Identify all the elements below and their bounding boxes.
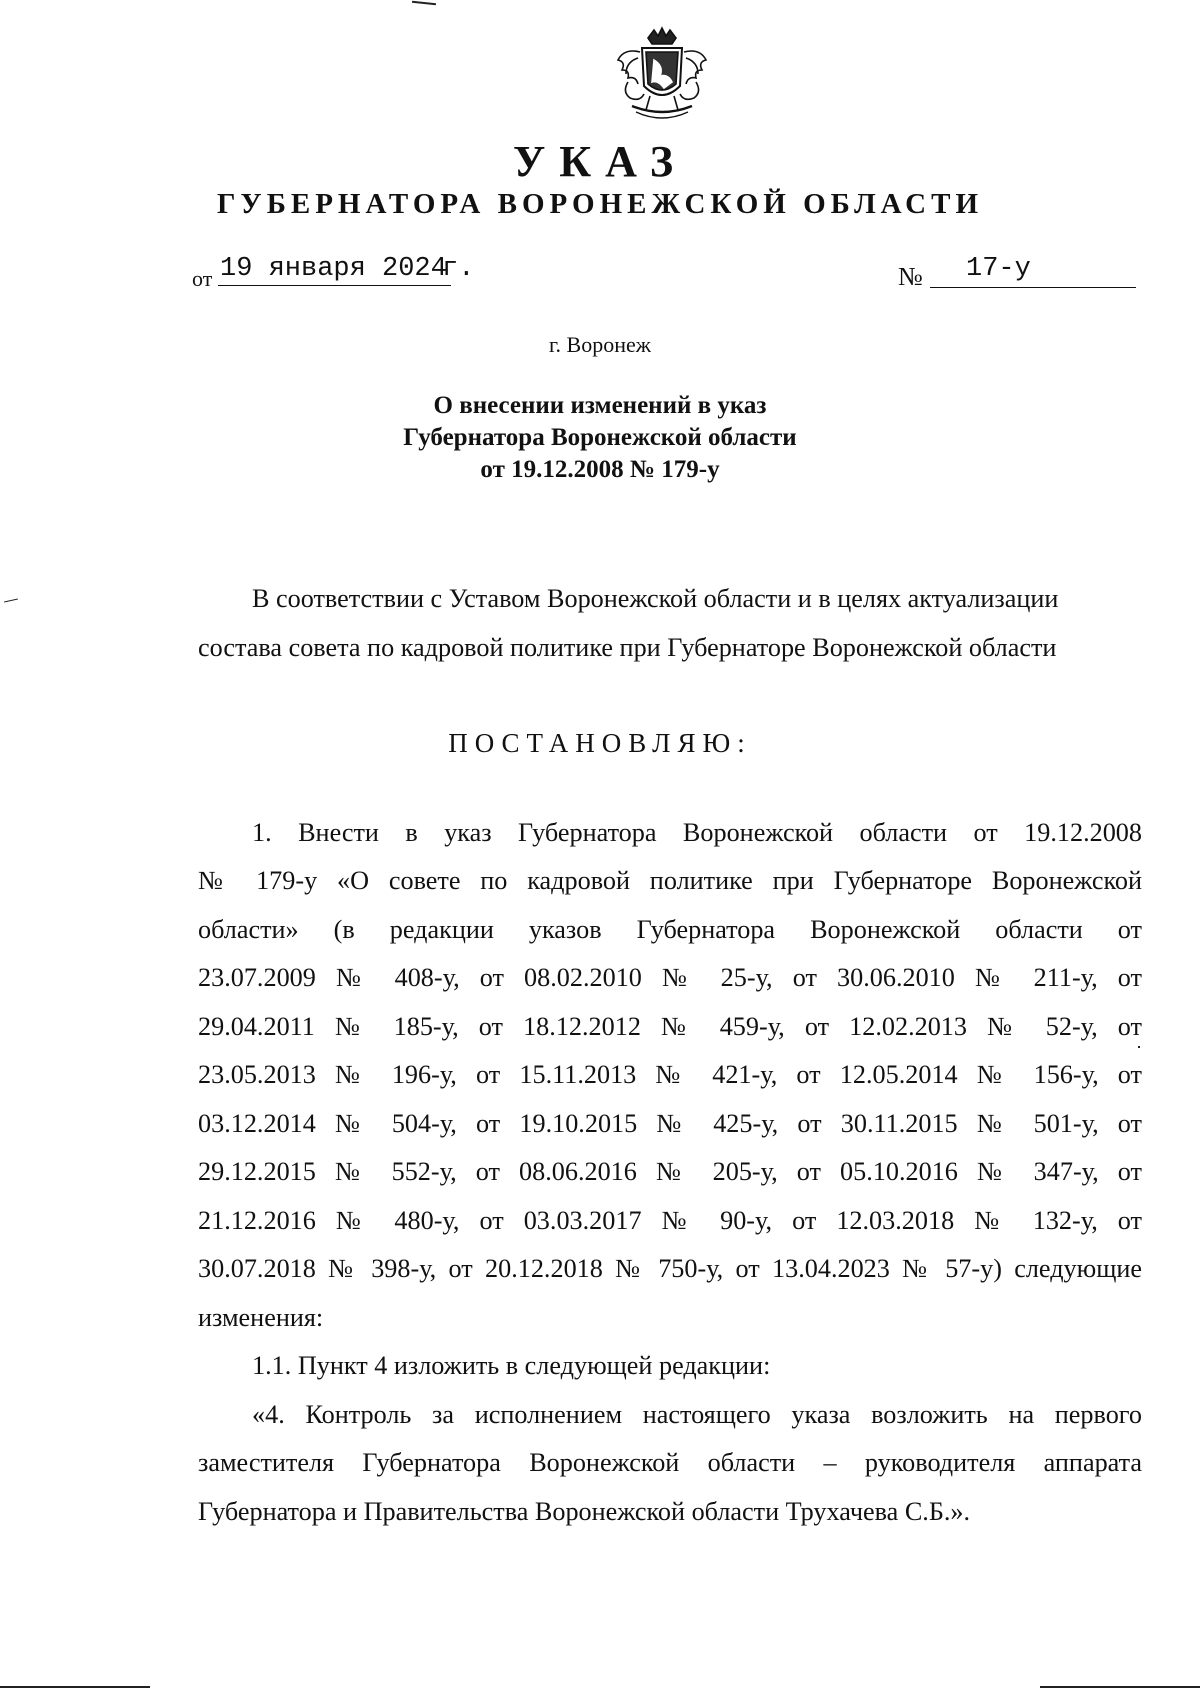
scan-mark-left <box>4 599 18 603</box>
item1-line: изменения: <box>198 1303 324 1332</box>
document-type-title: УКАЗ <box>512 137 688 186</box>
item1-1-text: 1.1. Пункт 4 изложить в следующей редакции: <box>252 1351 771 1380</box>
heading-line: Губернатора Воронежской области <box>403 424 797 451</box>
heading-line: от 19.12.2008 № 179-у <box>480 456 720 483</box>
item1-line: 29.04.2011 № 185-у, от 18.12.2012 № 459-у, от 12.02.2013 № 52-у, от <box>198 1012 1142 1041</box>
date-suffix: г. <box>442 254 475 284</box>
item1-line: 1. Внести в указ Губернатора Воронежской области от 19.12.2008 <box>252 818 1142 847</box>
scan-mark-top <box>412 1 436 5</box>
item4-line: «4. Контроль за исполнением настоящего указа возложить на первого <box>252 1400 1142 1429</box>
item1-line: 03.12.2014 № 504-у, от 19.10.2015 № 425-у, от 30.11.2015 № 501-у, от <box>198 1109 1142 1138</box>
decree-word: ПОСТАНОВЛЯЮ: <box>448 728 752 758</box>
voronezh-coat-of-arms-icon <box>602 22 722 126</box>
issuer-title: ГУБЕРНАТОРА ВОРОНЕЖСКОЙ ОБЛАСТИ <box>216 188 984 220</box>
scan-line-bottom-left <box>0 1686 150 1688</box>
document-date: 19 января 2024 <box>218 254 451 286</box>
item1-line: № 179-у «О совете по кадровой политике при Губернаторе Воронежской <box>198 866 1142 895</box>
item1-line: области» (в редакции указов Губернатора Воронежской области от <box>198 915 1142 944</box>
heading-line: О внесении изменений в указ <box>433 392 767 419</box>
preamble-line: В соответствии с Уставом Воронежской области и в целях актуализации <box>252 584 1059 613</box>
item1-line: 23.05.2013 № 196-у, от 15.11.2013 № 421-у, от 12.05.2014 № 156-у, от <box>198 1060 1142 1089</box>
place-of-issue: г. Воронеж <box>549 332 651 357</box>
scan-line-bottom-right <box>1040 1686 1200 1688</box>
item1-line: 29.12.2015 № 552-у, от 08.06.2016 № 205-у, от 05.10.2016 № 347-у, от <box>198 1157 1142 1186</box>
item1-line: 30.07.2018 № 398-у, от 20.12.2018 № 750-у, от 13.04.2023 № 57-у) следующие <box>198 1254 1142 1283</box>
item4-line: Губернатора и Правительства Воронежской области Трухачева С.Б.». <box>198 1497 971 1526</box>
item1-line: 23.07.2009 № 408-у, от 08.02.2010 № 25-у, от 30.06.2010 № 211-у, от <box>198 963 1142 992</box>
document-heading <box>0 390 1200 486</box>
document-number: 17-у <box>930 254 1136 288</box>
preamble-line: состава совета по кадровой политике при Губернаторе Воронежской области <box>198 633 1057 662</box>
scan-mark-right <box>1138 1046 1140 1048</box>
number-prefix: № <box>898 262 923 291</box>
item4-line: заместителя Губернатора Воронежской области – руководителя аппарата <box>198 1448 1142 1477</box>
item1-line: 21.12.2016 № 480-у, от 03.03.2017 № 90-у, от 12.03.2018 № 132-у, от <box>198 1206 1142 1235</box>
date-prefix: от <box>192 266 213 291</box>
